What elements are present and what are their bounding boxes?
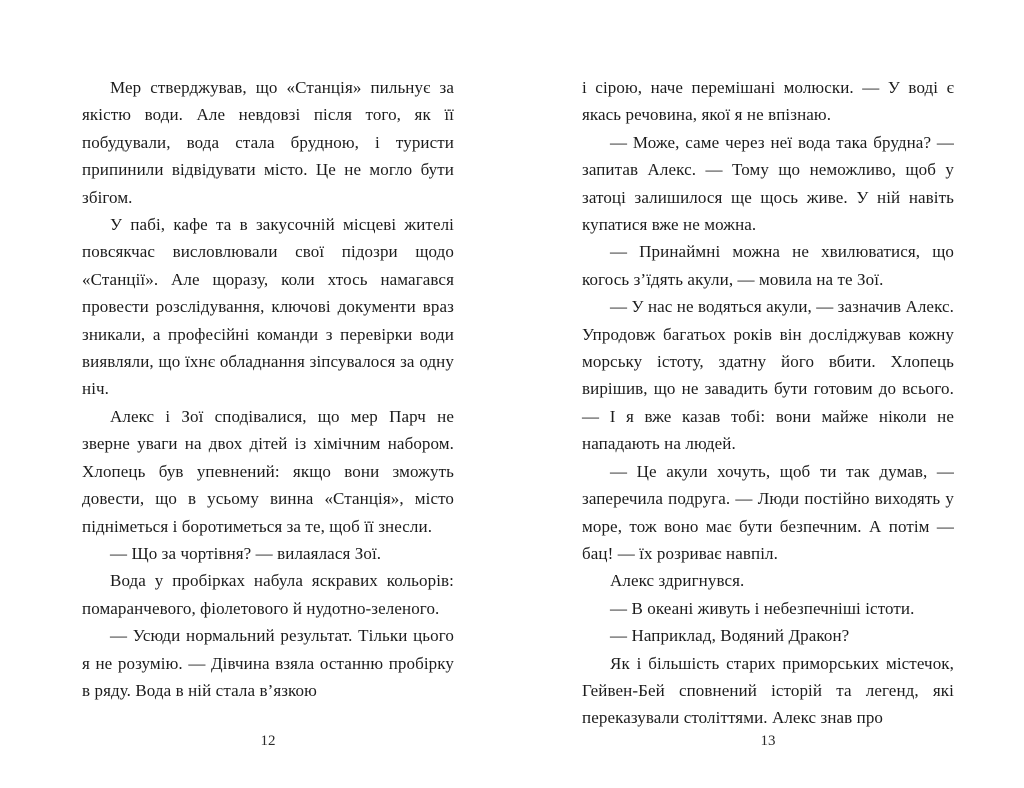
paragraph: У пабі, кафе та в закусочній місцеві жителі повсякчас висловлювали свої підозри щодо «Станції». Але щоразу, коли хтось намагався провести розслідування, ключові документи враз зникали, а професійні команди з перевірки води виявляли, що їхнє обладнання зіпсувалося за одну ніч.	[82, 215, 454, 399]
page-number-left: 12	[260, 733, 276, 749]
paragraph: Як і більшість старих приморських містечок, Гейвен-Бей сповнений історій та легенд, які переказували століттями. Алекс знав про	[582, 653, 954, 728]
page-right	[512, 0, 1024, 788]
paragraph: Алекс і Зої сподівалися, що мер Парч не зверне уваги на двох дітей із хімічним набором. Хлопець був упевнений: якщо вони зможуть довести, що в усьому винна «Станція», місто підніметься і боротиметься за те, щоб її знесли.	[82, 406, 454, 536]
paragraph: Мер стверджував, що «Станція» пильнує за якістю води. Але невдовзі після того, як її побудували, вода стала брудною, і туристи припинили відвідувати місто. Це не могло бути збігом.	[82, 78, 454, 207]
paragraph-dialogue: — Це акули хочуть, щоб ти так думав, — заперечила подруга. — Люди постійно виходять у море, тож воно має бути безпечним. А потім — бац! — їх розриває навпіл.	[582, 461, 954, 563]
paragraph: Вода у пробірках набула яскравих кольорів: помаранчевого, фіолетового й нудотно-зеленого.	[82, 571, 454, 618]
paragraph: Алекс здригнувся.	[610, 571, 745, 591]
page-number-right: 13	[760, 733, 776, 749]
page-left-text	[82, 74, 454, 704]
page-right-text	[582, 74, 954, 732]
paragraph-dialogue: — Що за чортівня? — вилаялася Зої.	[110, 543, 382, 563]
paragraph-dialogue: — У нас не водяться акули, — зазначив Алекс. Упродовж багатьох років він досліджував кожну морську істоту, здатну його вбити. Хлопець вирішив, що не завадить бути готовим до всього. — І я вже казав тобі: вони майже ніколи не нападають на людей.	[582, 297, 954, 454]
paragraph-dialogue: — Наприклад, Водяний Дракон?	[610, 626, 850, 646]
paragraph-dialogue: — Усюди нормальний результат. Тільки цього я не розумію. — Дівчина взяла останню пробірку в ряду. Вода в ній стала в’язкою	[82, 626, 454, 700]
paragraph-dialogue: — Принаймні можна не хвилюватися, що когось з’їдять акули, — мовила на те Зої.	[582, 242, 954, 289]
paragraph-dialogue: — Може, саме через неї вода така брудна? — запитав Алекс. — Тому що неможливо, щоб у затоці залишилося ще щось живе. У ній навіть купатися вже не можна.	[582, 132, 954, 235]
paragraph-continuation: і сірою, наче перемішані молюски. — У воді є якась речовина, якої я не впізнаю.	[582, 78, 954, 125]
paragraph-dialogue: — В океані живуть і небезпечніші істоти.	[610, 598, 915, 618]
